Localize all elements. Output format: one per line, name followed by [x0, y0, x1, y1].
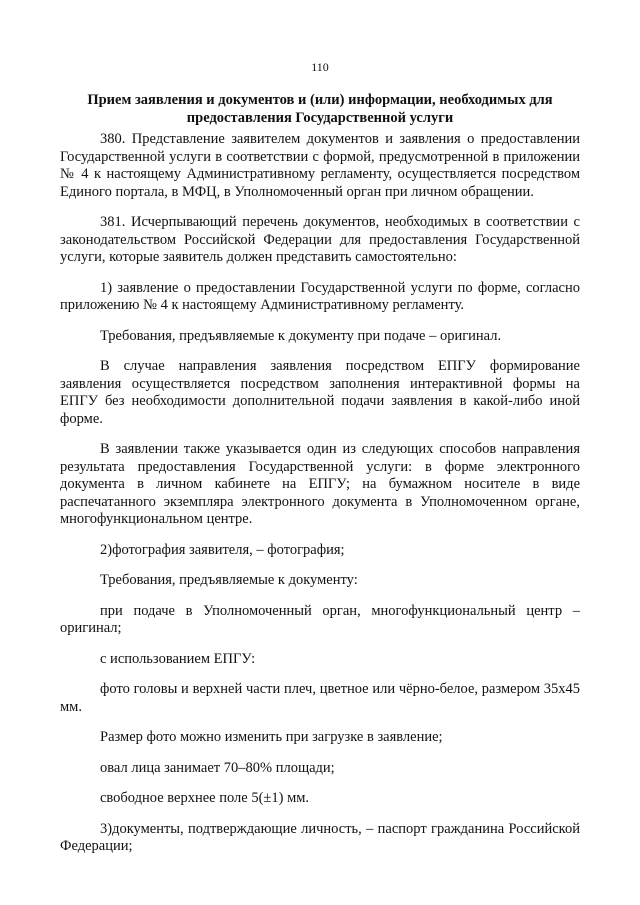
page-number: 110 [311, 60, 329, 74]
paragraph: свободное верхнее поле 5(±1) мм. [100, 790, 310, 806]
paragraph: 1) заявление о предоставлении Государственной услуги по форме, согласно приложению № 4 к настоящему Административному регламенту. [60, 279, 580, 313]
paragraph: 380. Представление заявителем документов и заявления о предоставлении Государственной услуги в соответствии с формой, предусмотренной в приложении № 4 к настоящему Административному регламенту, осуществляется посредством Единого портала, в МФЦ, в Уполномоченный орган при личном обращении. [60, 131, 580, 200]
paragraph: Размер фото можно изменить при загрузке в заявление; [100, 729, 443, 745]
section-heading: Прием заявления и документов и (или) информации, необходимых для предоставления Государственной услуги [87, 92, 553, 126]
paragraph: с использованием ЕПГУ: [100, 650, 256, 667]
paragraph: Требования, предъявляемые к документу при подаче – оригинал. [100, 327, 502, 344]
paragraph: Требования, предъявляемые к документу: [100, 572, 358, 588]
paragraph: В заявлении также указывается один из следующих способов направления результата предоставления Государственной услуги: в форме электронного документа в личном кабинете на ЕПГУ; на бумажном носителе в виде распечатанного экземпляра электронного документа в Уполномоченном органе, многофункциональном центре. [60, 441, 580, 527]
paragraph: 3)документы, подтверждающие личность, – паспорт гражданина Российской Федерации; [60, 820, 580, 854]
document-body [60, 131, 580, 869]
paragraph: 381. Исчерпывающий перечень документов, необходимых в соответствии с законодательством Российской Федерации для предоставления Государственной услуги, которые заявитель должен представить самостоятельно: [60, 214, 580, 265]
paragraph: 2)фотография заявителя, – фотография; [100, 541, 345, 558]
paragraph: при подаче в Уполномоченный орган, многофункциональный центр – оригинал; [60, 602, 580, 636]
paragraph: овал лица занимает 70–80% площади; [100, 759, 335, 776]
paragraph: В случае направления заявления посредством ЕПГУ формирование заявления осуществляется посредством заполнения интерактивной формы на ЕПГУ без необходимости дополнительной подачи заявления в какой-либо иной форме. [60, 358, 580, 427]
paragraph: фото головы и верхней части плеч, цветное или чёрно-белое, размером 35x45 мм. [60, 681, 580, 715]
